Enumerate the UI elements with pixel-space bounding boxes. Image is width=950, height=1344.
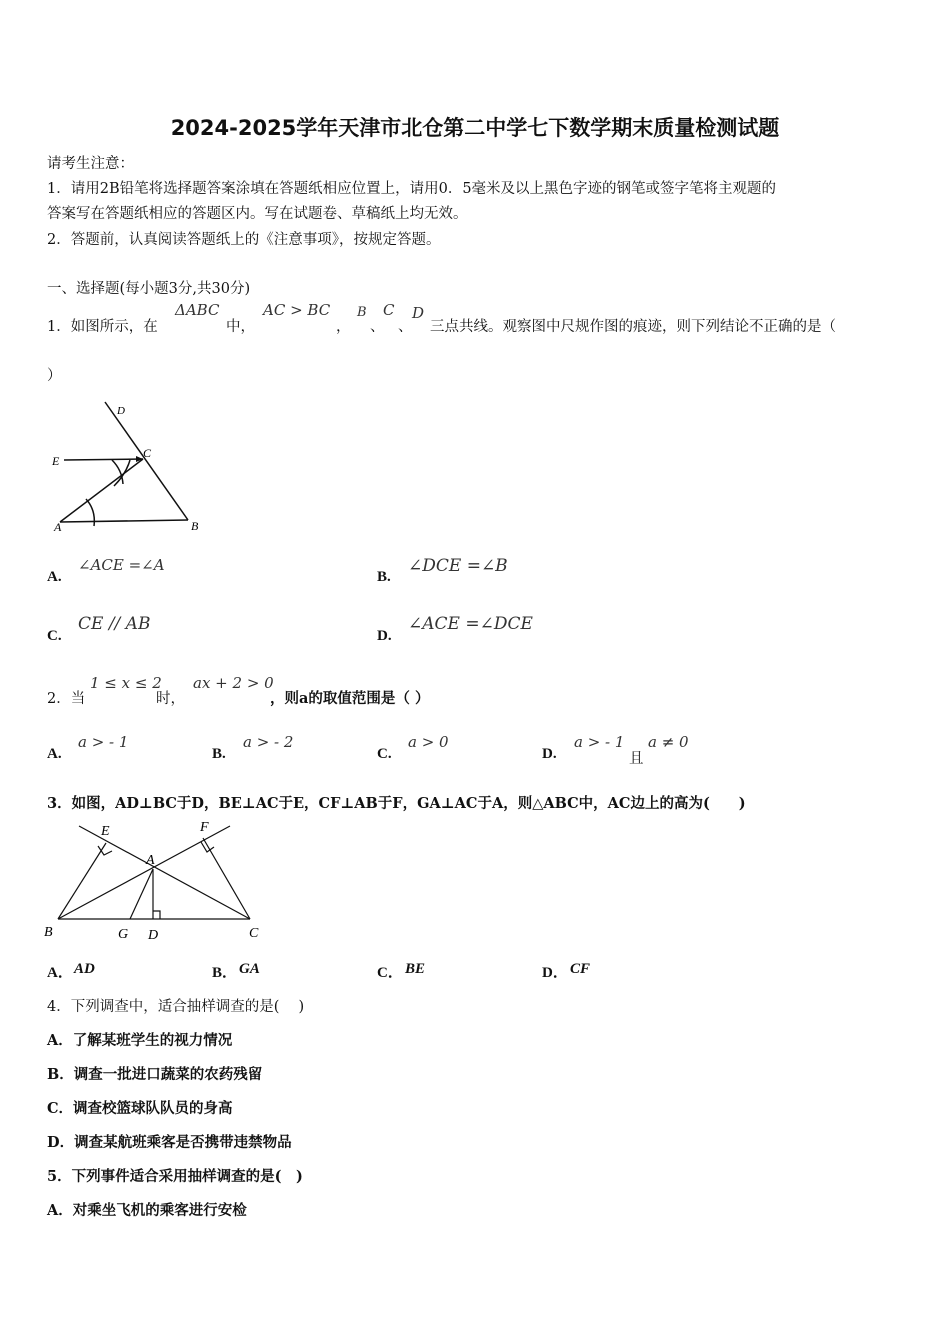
q3-right-angle-e bbox=[98, 846, 112, 855]
q1-mid: 中， bbox=[226, 319, 255, 335]
page-title: 2024-2025学年天津市北仓第二中学七下数学期末质量检测试题 bbox=[170, 116, 780, 140]
q1-tail: 三点共线。观察图中尺规作图的痕迹，则下列结论不正确的是（ bbox=[430, 319, 836, 335]
section-heading: 一、选择题(每小题3分,共30分) bbox=[47, 281, 251, 297]
q2-option-c-label[interactable]: C. bbox=[377, 746, 392, 762]
q1-point-d: D bbox=[412, 304, 425, 322]
q2-condition-2: ax + 2 > 0 bbox=[193, 674, 274, 692]
q1-fig-label-a: A bbox=[54, 520, 62, 534]
q3-fig-label-g: G bbox=[118, 927, 129, 942]
q3-line-ag bbox=[130, 869, 153, 919]
q1-point-c: C bbox=[383, 301, 395, 319]
q3-fig-label-b: B bbox=[44, 925, 53, 940]
q1-fig-label-c: C bbox=[143, 446, 152, 460]
q1-sep-2: 、 bbox=[398, 319, 413, 335]
q3-stem: 3．如图，AD⊥BC于D，BE⊥AC于E，CF⊥AB于F，GA⊥AC于A，则△ABC中，AC边上的高为( ) bbox=[47, 795, 746, 812]
q2-option-d-conj: 且 bbox=[629, 751, 644, 767]
q1-option-b-math: ∠DCE =∠B bbox=[408, 556, 508, 576]
q3-fig-label-a: A bbox=[146, 853, 155, 868]
q1-option-d-label[interactable]: D. bbox=[377, 628, 392, 644]
q1-line-ec bbox=[64, 459, 143, 460]
q3-fig-label-c: C bbox=[249, 926, 259, 941]
q3-option-d-label[interactable]: D． bbox=[542, 965, 568, 981]
q1-line-ab bbox=[60, 520, 188, 522]
q1-fig-label-b: B bbox=[191, 519, 199, 533]
q4-stem: 4．下列调查中，适合抽样调查的是( ) bbox=[47, 999, 305, 1015]
q2-option-a-label[interactable]: A. bbox=[47, 746, 62, 762]
q2-condition-1: 1 ≤ x ≤ 2 bbox=[90, 674, 162, 692]
q5-option-a[interactable]: A．对乘坐飞机的乘客进行安检 bbox=[47, 1202, 247, 1219]
q2-option-d-math: a > - 1 bbox=[574, 733, 625, 751]
q1-sep-1: 、 bbox=[370, 319, 385, 335]
q3-option-a-label[interactable]: A． bbox=[47, 965, 73, 981]
q1-option-b-label[interactable]: B. bbox=[377, 569, 391, 585]
q3-fig-label-d: D bbox=[148, 928, 159, 943]
q1-option-d-math: ∠ACE =∠DCE bbox=[408, 614, 533, 634]
q1-close: ） bbox=[47, 368, 62, 384]
notice-line-1b: 答案写在答题纸相应的答题区内。写在试题卷、草稿纸上均无效。 bbox=[47, 206, 468, 222]
q2-prefix: 2．当 bbox=[47, 691, 86, 707]
q1-comma: ， bbox=[336, 319, 351, 335]
q2-option-a-math: a > - 1 bbox=[78, 733, 129, 751]
q1-line-ac bbox=[60, 459, 143, 522]
q2-option-b-math: a > - 2 bbox=[243, 733, 294, 751]
q1-point-b: B bbox=[357, 305, 367, 320]
q3-option-b-value: GA bbox=[239, 961, 260, 977]
q2-option-b-label[interactable]: B. bbox=[212, 746, 226, 762]
q2-option-d-label[interactable]: D. bbox=[542, 746, 557, 762]
q2-option-d-math2: a ≠ 0 bbox=[648, 733, 689, 751]
q3-option-c-value: BE bbox=[405, 961, 426, 977]
q3-fig-label-f: F bbox=[200, 820, 209, 835]
q1-fig-label-e: E bbox=[52, 454, 60, 468]
q1-fig-label-d: D bbox=[117, 405, 125, 417]
q3-line-ce bbox=[79, 826, 250, 919]
q1-condition: AC > BC bbox=[263, 301, 331, 319]
q4-option-a[interactable]: A．了解某班学生的视力情况 bbox=[47, 1032, 233, 1049]
q3-fig-label-e: E bbox=[101, 824, 110, 839]
q1-triangle: ΔABC bbox=[175, 301, 220, 319]
q1-prefix: 1．如图所示，在 bbox=[47, 319, 158, 335]
q3-option-b-label[interactable]: B． bbox=[212, 965, 238, 981]
q2-tail: ，则a的取值范围是（ ） bbox=[270, 690, 430, 707]
q1-line-bd bbox=[105, 402, 188, 520]
q1-option-a-math: ∠ACE =∠A bbox=[78, 556, 165, 574]
q3-option-c-label[interactable]: C． bbox=[377, 965, 403, 981]
q1-option-a-label[interactable]: A. bbox=[47, 569, 62, 585]
q2-option-c-math: a > 0 bbox=[408, 733, 449, 751]
q5-stem: 5．下列事件适合采用抽样调查的是( ) bbox=[47, 1168, 303, 1185]
notice-line-2: 2．答题前，认真阅读答题纸上的《注意事项》，按规定答题。 bbox=[47, 232, 441, 248]
q1-arc-c2 bbox=[114, 460, 130, 486]
q4-option-d[interactable]: D．调查某航班乘客是否携带违禁物品 bbox=[47, 1134, 292, 1151]
q3-figure bbox=[44, 818, 274, 946]
notice-heading: 请考生注意： bbox=[47, 156, 134, 172]
q1-figure bbox=[50, 400, 210, 535]
q3-option-a-value: AD bbox=[74, 961, 95, 977]
q4-option-b[interactable]: B．调查一批进口蔬菜的农药残留 bbox=[47, 1066, 263, 1083]
q1-option-c-math: CE // AB bbox=[78, 614, 151, 634]
q3-line-be bbox=[58, 843, 106, 919]
q3-option-d-value: CF bbox=[570, 961, 591, 977]
q4-option-c[interactable]: C．调查校篮球队队员的身高 bbox=[47, 1100, 233, 1117]
q3-right-angle-f bbox=[201, 842, 214, 852]
notice-line-1a: 1．请用2B铅笔将选择题答案涂填在答题纸相应位置上，请用0．5毫米及以上黑色字迹的钢笔或签字笔将主观题的 bbox=[47, 181, 777, 197]
q3-right-angle-d bbox=[153, 911, 160, 919]
q2-mid: 时， bbox=[156, 691, 185, 707]
q1-option-c-label[interactable]: C. bbox=[47, 628, 62, 644]
